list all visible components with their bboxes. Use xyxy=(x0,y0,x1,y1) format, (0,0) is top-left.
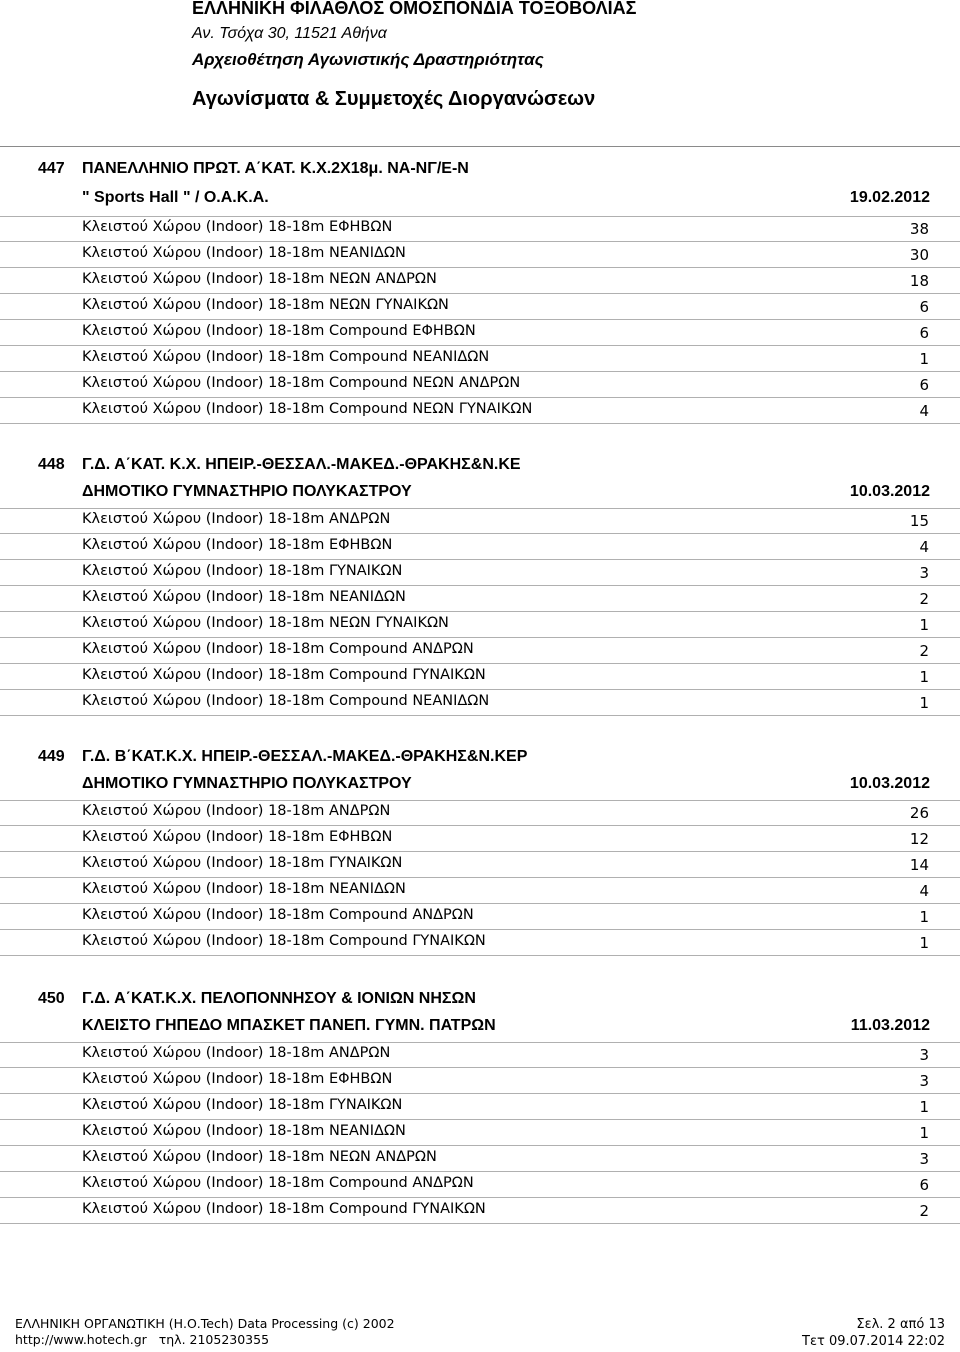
participant-count: 18 xyxy=(909,272,929,290)
participant-count: 14 xyxy=(909,856,929,874)
event-title: Γ.Δ. Α΄ΚΑΤ. Κ.Χ. ΗΠΕΙΡ.-ΘΕΣΣΑΛ.-ΜΑΚΕΔ.-ΘΡΑΚΗΣ&Ν.ΚΕ xyxy=(82,456,521,473)
participation-table xyxy=(0,1042,960,1224)
category-label: Κλειστού Χώρου (Indoor) 18-18m Compound ΑΝΔΡΩΝ xyxy=(82,907,474,923)
category-label: Κλειστού Χώρου (Indoor) 18-18m ΝΕΩΝ ΑΝΔΡΩΝ xyxy=(82,271,437,287)
participation-table xyxy=(0,216,960,424)
category-label: Κλειστού Χώρου (Indoor) 18-18m ΕΦΗΒΩΝ xyxy=(82,829,393,845)
participant-count: 1 xyxy=(919,908,929,926)
event-date: 19.02.2012 xyxy=(849,189,930,206)
event-venue: ΔΗΜΟΤΙΚΟ ΓΥΜΝΑΣΤΗΡΙΟ ΠΟΛΥΚΑΣΤΡΟΥ xyxy=(82,483,412,500)
footer-contact xyxy=(15,1332,395,1348)
participant-count: 1 xyxy=(919,934,929,952)
participant-count: 30 xyxy=(909,246,929,264)
participant-count: 3 xyxy=(919,1072,929,1090)
participant-count: 1 xyxy=(919,1098,929,1116)
row-divider xyxy=(0,1223,960,1224)
category-label: Κλειστού Χώρου (Indoor) 18-18m Compound ΝΕΑΝΙΔΩΝ xyxy=(82,349,490,365)
document-subtitle: Αρχειοθέτηση Αγωνιστικής Δραστηριότητας xyxy=(192,50,544,69)
participant-count: 4 xyxy=(919,882,929,900)
participant-count: 1 xyxy=(919,350,929,368)
participant-count: 26 xyxy=(909,804,929,822)
category-label: Κλειστού Χώρου (Indoor) 18-18m ΝΕΩΝ ΓΥΝΑΙΚΩΝ xyxy=(82,297,449,313)
table-row xyxy=(0,930,960,956)
table-row xyxy=(0,586,960,612)
category-label: Κλειστού Χώρου (Indoor) 18-18m Compound ΓΥΝΑΙΚΩΝ xyxy=(82,1201,486,1217)
participant-count: 3 xyxy=(919,1150,929,1168)
table-row xyxy=(0,216,960,242)
participant-count: 2 xyxy=(919,1202,929,1220)
table-row xyxy=(0,508,960,534)
page-number: Σελ. 2 από 13 xyxy=(856,1317,945,1332)
category-label: Κλειστού Χώρου (Indoor) 18-18m Compound ΓΥΝΑΙΚΩΝ xyxy=(82,667,486,683)
category-label: Κλειστού Χώρου (Indoor) 18-18m Compound ΝΕΩΝ ΓΥΝΑΙΚΩΝ xyxy=(82,401,533,417)
table-row xyxy=(0,1068,960,1094)
category-label: Κλειστού Χώρου (Indoor) 18-18m ΝΕΩΝ ΓΥΝΑΙΚΩΝ xyxy=(82,615,449,631)
row-divider xyxy=(0,955,960,956)
category-label: Κλειστού Χώρου (Indoor) 18-18m ΓΥΝΑΙΚΩΝ xyxy=(82,563,403,579)
table-row xyxy=(0,904,960,930)
table-row xyxy=(0,1172,960,1198)
category-label: Κλειστού Χώρου (Indoor) 18-18m ΑΝΔΡΩΝ xyxy=(82,1045,391,1061)
category-label: Κλειστού Χώρου (Indoor) 18-18m ΕΦΗΒΩΝ xyxy=(82,219,393,235)
event-title: Γ.Δ. Β΄ΚΑΤ.Κ.Χ. ΗΠΕΙΡ.-ΘΕΣΣΑΛ.-ΜΑΚΕΔ.-ΘΡΑΚΗΣ&Ν.ΚΕΡ xyxy=(82,748,528,765)
participant-count: 1 xyxy=(919,616,929,634)
table-row xyxy=(0,1042,960,1068)
footer-left xyxy=(15,1316,395,1348)
table-row xyxy=(0,1198,960,1224)
participation-table xyxy=(0,508,960,716)
participant-count: 38 xyxy=(909,220,929,238)
participant-count: 1 xyxy=(919,694,929,712)
section-title: Αγωνίσματα & Συμμετοχές Διοργανώσεων xyxy=(192,88,596,110)
category-label: Κλειστού Χώρου (Indoor) 18-18m ΝΕΑΝΙΔΩΝ xyxy=(82,881,406,897)
participant-count: 12 xyxy=(909,830,929,848)
table-row xyxy=(0,878,960,904)
participant-count: 2 xyxy=(919,642,929,660)
participant-count: 3 xyxy=(919,564,929,582)
category-label: Κλειστού Χώρου (Indoor) 18-18m ΝΕΑΝΙΔΩΝ xyxy=(82,589,406,605)
category-label: Κλειστού Χώρου (Indoor) 18-18m Compound ΝΕΑΝΙΔΩΝ xyxy=(82,693,490,709)
event-number: 450 xyxy=(38,990,65,1007)
participant-count: 1 xyxy=(919,668,929,686)
category-label: Κλειστού Χώρου (Indoor) 18-18m ΝΕΑΝΙΔΩΝ xyxy=(82,1123,406,1139)
event-date: 10.03.2012 xyxy=(849,483,930,500)
participant-count: 6 xyxy=(919,1176,929,1194)
table-row xyxy=(0,664,960,690)
participant-count: 6 xyxy=(919,324,929,342)
table-row xyxy=(0,398,960,424)
row-divider xyxy=(0,715,960,716)
event-number: 448 xyxy=(38,456,65,473)
footer-right xyxy=(802,1316,945,1350)
table-row xyxy=(0,294,960,320)
table-row xyxy=(0,852,960,878)
event-date: 11.03.2012 xyxy=(850,1017,930,1034)
table-row xyxy=(0,1094,960,1120)
event-venue: ΔΗΜΟΤΙΚΟ ΓΥΜΝΑΣΤΗΡΙΟ ΠΟΛΥΚΑΣΤΡΟΥ xyxy=(82,775,412,792)
category-label: Κλειστού Χώρου (Indoor) 18-18m Compound ΝΕΩΝ ΑΝΔΡΩΝ xyxy=(82,375,521,391)
event-number: 447 xyxy=(38,160,65,177)
footer-phone: τηλ. 2105230355 xyxy=(158,1332,270,1347)
category-label: Κλειστού Χώρου (Indoor) 18-18m ΝΕΑΝΙΔΩΝ xyxy=(82,245,406,261)
org-address: Αν. Τσόχα 30, 11521 Αθήνα xyxy=(192,25,387,42)
category-label: Κλειστού Χώρου (Indoor) 18-18m Compound ΑΝΔΡΩΝ xyxy=(82,1175,474,1191)
print-date: Τετ 09.07.2014 22:02 xyxy=(802,1334,945,1349)
category-label: Κλειστού Χώρου (Indoor) 18-18m Compound ΕΦΗΒΩΝ xyxy=(82,323,476,339)
table-row xyxy=(0,800,960,826)
participant-count: 6 xyxy=(919,376,929,394)
participant-count: 4 xyxy=(919,538,929,556)
category-label: Κλειστού Χώρου (Indoor) 18-18m ΝΕΩΝ ΑΝΔΡΩΝ xyxy=(82,1149,437,1165)
table-row xyxy=(0,346,960,372)
participation-table xyxy=(0,800,960,956)
category-label: Κλειστού Χώρου (Indoor) 18-18m ΓΥΝΑΙΚΩΝ xyxy=(82,1097,403,1113)
event-title: Γ.Δ. Α΄ΚΑΤ.Κ.Χ. ΠΕΛΟΠΟΝΝΗΣΟΥ & ΙΟΝΙΩΝ ΝΗΣΩΝ xyxy=(82,990,476,1007)
category-label: Κλειστού Χώρου (Indoor) 18-18m Compound ΑΝΔΡΩΝ xyxy=(82,641,474,657)
event-title: ΠΑΝΕΛΛΗΝΙΟ ΠΡΩΤ. Α΄ΚΑΤ. Κ.Χ.2Χ18μ. ΝΑ-ΝΓ/Ε-Ν xyxy=(82,160,469,177)
header-divider xyxy=(0,146,960,147)
category-label: Κλειστού Χώρου (Indoor) 18-18m ΑΝΔΡΩΝ xyxy=(82,803,391,819)
participant-count: 15 xyxy=(909,512,929,530)
category-label: Κλειστού Χώρου (Indoor) 18-18m ΓΥΝΑΙΚΩΝ xyxy=(82,855,403,871)
category-label: Κλειστού Χώρου (Indoor) 18-18m ΕΦΗΒΩΝ xyxy=(82,1071,393,1087)
category-label: Κλειστού Χώρου (Indoor) 18-18m ΕΦΗΒΩΝ xyxy=(82,537,393,553)
table-row xyxy=(0,638,960,664)
table-row xyxy=(0,1120,960,1146)
table-row xyxy=(0,612,960,638)
event-venue: ΚΛΕΙΣΤΟ ΓΗΠΕΔΟ ΜΠΑΣΚΕΤ ΠΑΝΕΠ. ΓΥΜΝ. ΠΑΤΡΩΝ xyxy=(82,1017,496,1034)
participant-count: 4 xyxy=(919,402,929,420)
footer-website[interactable]: http://www.hotech.gr xyxy=(15,1332,147,1347)
table-row xyxy=(0,372,960,398)
category-label: Κλειστού Χώρου (Indoor) 18-18m ΑΝΔΡΩΝ xyxy=(82,511,391,527)
footer-company: ΕΛΛΗΝΙΚΗ ΟΡΓΑΝΩΤΙΚΗ (Η.Ο.Tech) Data Processing (c) 2002 xyxy=(15,1316,395,1331)
table-row xyxy=(0,1146,960,1172)
table-row xyxy=(0,320,960,346)
table-row xyxy=(0,242,960,268)
table-row xyxy=(0,560,960,586)
category-label: Κλειστού Χώρου (Indoor) 18-18m Compound ΓΥΝΑΙΚΩΝ xyxy=(82,933,486,949)
row-divider xyxy=(0,423,960,424)
event-venue: " Sports Hall " / Ο.Α.Κ.Α. xyxy=(82,189,269,206)
table-row xyxy=(0,534,960,560)
event-date: 10.03.2012 xyxy=(849,775,930,792)
table-row xyxy=(0,690,960,716)
participant-count: 6 xyxy=(919,298,929,316)
participant-count: 1 xyxy=(919,1124,929,1142)
table-row xyxy=(0,268,960,294)
participant-count: 3 xyxy=(919,1046,929,1064)
participant-count: 2 xyxy=(919,590,929,608)
event-number: 449 xyxy=(38,748,65,765)
table-row xyxy=(0,826,960,852)
org-name: ΕΛΛΗΝΙΚΗ ΦΙΛΑΘΛΟΣ ΟΜΟΣΠΟΝΔΙΑ ΤΟΞΟΒΟΛΙΑΣ xyxy=(192,0,637,18)
